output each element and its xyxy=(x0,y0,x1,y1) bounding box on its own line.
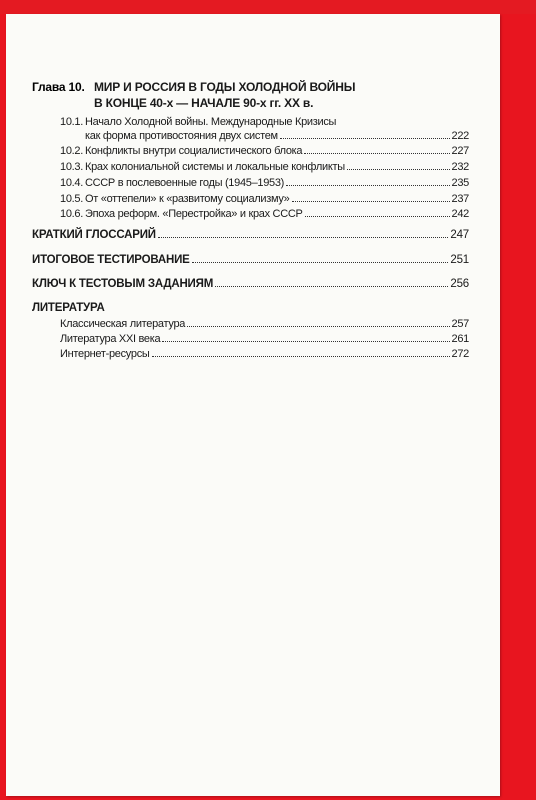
section-title: ИТОГОВОЕ ТЕСТИРОВАНИЕ xyxy=(32,254,190,266)
literature-heading xyxy=(32,302,105,314)
toc-entry-10-6[interactable] xyxy=(60,208,469,220)
toc-classic-literature[interactable] xyxy=(60,318,469,330)
entry-title: СССР в послевоенные годы (1945–1953) xyxy=(85,177,285,189)
book-cover-edge xyxy=(0,0,536,14)
dot-leader xyxy=(292,201,450,202)
toc-entry-10-2[interactable] xyxy=(60,145,469,157)
table-of-contents-page xyxy=(6,14,500,796)
entry-title-line-2: как форма противостояния двух систем xyxy=(85,130,278,142)
chapter-label: Глава 10. xyxy=(32,80,85,94)
entry-number: 10.3. xyxy=(60,161,83,173)
dot-leader xyxy=(304,153,449,154)
dot-leader xyxy=(162,341,449,342)
page-number: 222 xyxy=(451,130,469,142)
toc-entry-10-1[interactable] xyxy=(60,116,336,128)
page-number: 251 xyxy=(450,254,469,266)
page-number: 227 xyxy=(451,145,469,157)
page-number: 272 xyxy=(451,348,469,360)
toc-entry-10-4[interactable] xyxy=(60,177,469,189)
toc-internet-resources[interactable] xyxy=(60,348,469,360)
entry-title: Конфликты внутри социалистического блока xyxy=(85,145,303,157)
entry-title: Эпоха реформ. «Перестройка» и крах СССР xyxy=(85,208,303,220)
dot-leader xyxy=(187,326,449,327)
toc-final-testing[interactable] xyxy=(32,254,469,266)
dot-leader xyxy=(215,286,448,287)
section-title: КЛЮЧ К ТЕСТОВЫМ ЗАДАНИЯМ xyxy=(32,278,214,290)
dot-leader xyxy=(152,356,450,357)
dot-leader xyxy=(286,185,450,186)
page-number: 257 xyxy=(451,318,469,330)
dot-leader xyxy=(347,169,450,170)
dot-leader xyxy=(280,138,450,139)
toc-entry-10-1-continued[interactable] xyxy=(85,130,469,142)
chapter-title-line-2: В КОНЦЕ 40-х — НАЧАЛЕ 90-х гг. XX в. xyxy=(94,96,314,110)
dot-leader xyxy=(305,216,450,217)
page-number: 261 xyxy=(451,333,469,345)
section-title: КРАТКИЙ ГЛОССАРИЙ xyxy=(32,229,156,241)
toc-glossary[interactable] xyxy=(32,229,469,241)
entry-number: 10.2. xyxy=(60,145,83,157)
dot-leader xyxy=(192,262,449,263)
entry-title: Крах колониальной системы и локальные конфликты xyxy=(85,161,345,173)
entry-title: Классическая литература xyxy=(60,318,186,330)
entry-number: 10.1. xyxy=(60,116,83,128)
entry-title: Литература XXI века xyxy=(60,333,161,345)
page-number: 237 xyxy=(451,193,469,205)
entry-number: 10.4. xyxy=(60,177,83,189)
entry-number: 10.6. xyxy=(60,208,83,220)
dot-leader xyxy=(158,237,449,238)
page-number: 247 xyxy=(450,229,469,241)
toc-entry-10-5[interactable] xyxy=(60,193,469,205)
entry-title-line-1: Начало Холодной войны. Международные Кризисы xyxy=(85,116,337,128)
page-number: 235 xyxy=(451,177,469,189)
literature-heading-text: ЛИТЕРАТУРА xyxy=(32,302,105,314)
toc-21st-century-literature[interactable] xyxy=(60,333,469,345)
page-number: 232 xyxy=(451,161,469,173)
toc-answer-key[interactable] xyxy=(32,278,469,290)
page-number: 242 xyxy=(451,208,469,220)
toc-entry-10-3[interactable] xyxy=(60,161,469,173)
entry-title: От «оттепели» к «развитому социализму» xyxy=(85,193,290,205)
entry-title: Интернет-ресурсы xyxy=(60,348,150,360)
entry-number: 10.5. xyxy=(60,193,83,205)
page-number: 256 xyxy=(450,278,469,290)
chapter-title-line-1: МИР И РОССИЯ В ГОДЫ ХОЛОДНОЙ ВОЙНЫ xyxy=(94,80,356,94)
